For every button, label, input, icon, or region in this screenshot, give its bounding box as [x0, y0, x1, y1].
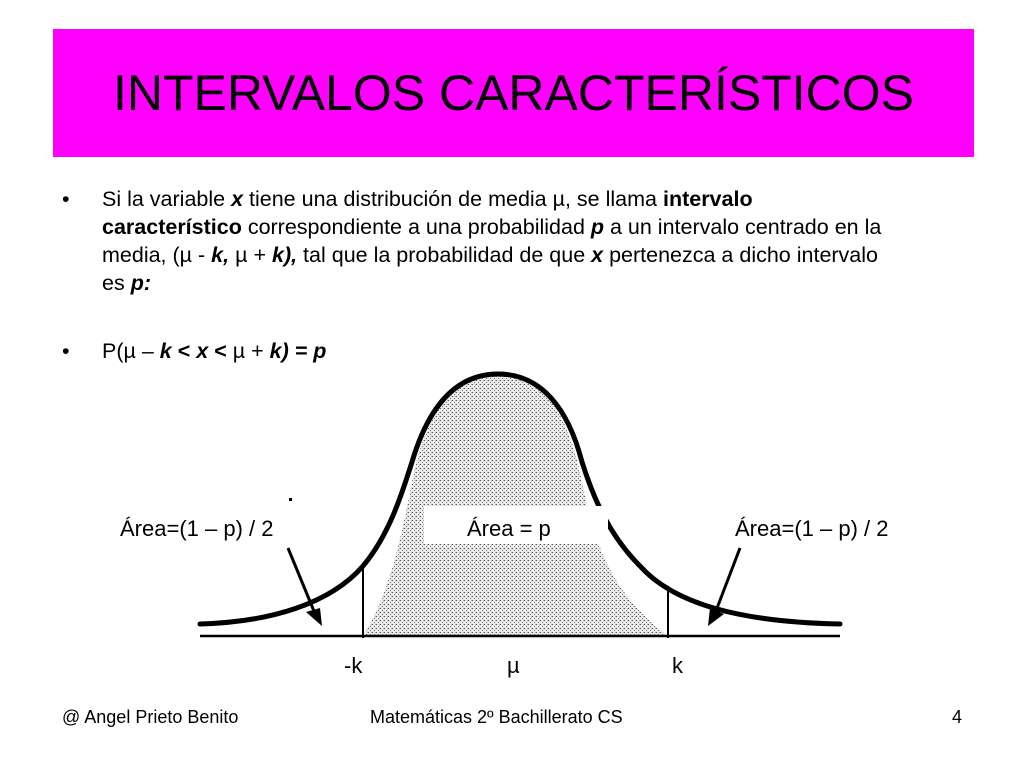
text-run: tal que la probabilidad de que: [297, 243, 592, 267]
tick-mu: µ: [507, 653, 520, 678]
left-arrow-head: [306, 608, 322, 626]
footer-course: Matemáticas 2º Bachillerato CS: [370, 707, 623, 727]
tick-minus-k: -k: [344, 653, 363, 678]
slide-title: INTERVALOS CARACTERÍSTICOS: [112, 65, 915, 121]
text-run: <: [208, 339, 233, 363]
text-run: p: [590, 215, 605, 239]
text-run: Si la variable: [102, 187, 232, 211]
text-run: x: [196, 339, 209, 363]
title-banner: [53, 29, 974, 157]
text-run: µ +: [229, 243, 272, 267]
text-run: x: [231, 187, 244, 211]
bullet-dot: •: [62, 339, 70, 363]
bullet-definition: [60, 185, 890, 297]
text-run: <: [171, 339, 197, 363]
left-tail-area-label: Área=(1 – p) / 2: [120, 516, 274, 541]
text-run: tiene una distribución de media µ, se llama: [243, 187, 663, 211]
text-run: k) = p: [269, 339, 327, 363]
text-run: pertenezca a dicho intervalo es: [102, 243, 879, 295]
text-run: k,: [211, 243, 230, 267]
footer-page-number: 4: [952, 707, 963, 727]
text-run: x: [591, 243, 604, 267]
text-run: µ +: [232, 339, 270, 363]
normal-curve-figure: [0, 360, 1024, 690]
text-run: intervalo característico: [102, 187, 753, 239]
shaded-central-area: [363, 374, 668, 636]
text-run: k),: [271, 243, 298, 267]
bullet-list: [60, 185, 890, 365]
text-run: k: [159, 339, 172, 363]
definition-text: [102, 187, 881, 295]
text-run: correspondiente a una probabilidad: [241, 215, 591, 239]
right-arrow-shaft: [714, 548, 740, 616]
bullet-dot: •: [62, 187, 70, 211]
stray-mark: [289, 498, 292, 501]
tick-k: k: [672, 653, 683, 678]
text-run: P(µ –: [102, 339, 160, 363]
text-run: a un intervalo centrado en la media, (µ -: [102, 215, 882, 267]
footer-author: @ Angel Prieto Benito: [62, 707, 239, 727]
right-tail-area-label: Área=(1 – p) / 2: [735, 516, 889, 541]
center-area-label: Área = p: [467, 516, 551, 541]
text-run: p:: [130, 271, 151, 295]
